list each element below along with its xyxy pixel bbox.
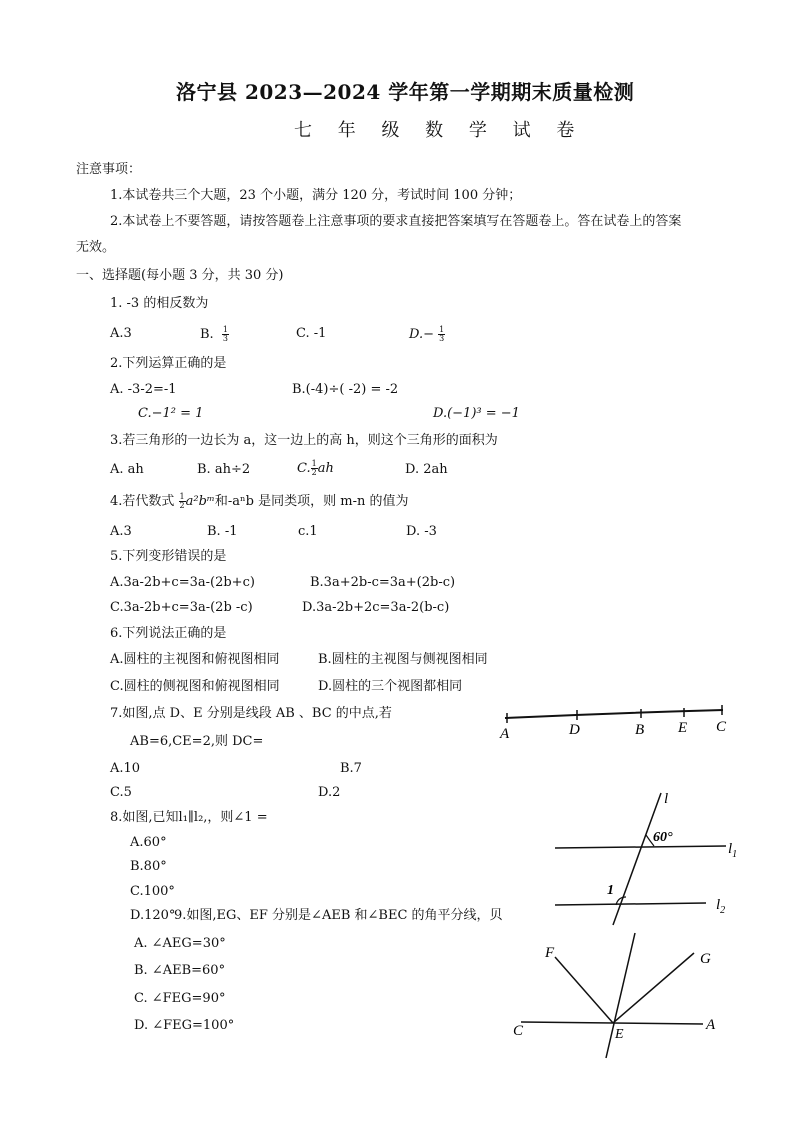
q5-option-c: C.3a-2b+c=3a-(2b -c) xyxy=(110,600,253,615)
ray-eg xyxy=(613,953,694,1023)
q5-option-d: D.3a-2b+2c=3a-2(b-c) xyxy=(302,600,450,615)
note-2-line1: 2.本试卷上不要答题，请按答题卷上注意事项的要求直接把答案填写在答题卷上。答在试卷上的答案 xyxy=(110,214,682,229)
label-c: C xyxy=(513,1023,524,1039)
q1-option-d-fraction xyxy=(438,326,445,343)
q3-option-c-label: C. xyxy=(297,461,311,476)
q8-option-a: A.60° xyxy=(130,835,167,850)
line-l1 xyxy=(555,846,726,848)
fraction-numerator: 1 xyxy=(439,325,445,334)
q5-stem: 5.下列变形错误的是 xyxy=(110,549,227,564)
fraction-denominator: 3 xyxy=(439,334,445,343)
q6-stem: 6.下列说法正确的是 xyxy=(110,626,227,641)
q4-stem-suffix: 和-aⁿb 是同类项，则 m-n 的值为 xyxy=(214,494,409,509)
q6-option-d: D.圆柱的三个视图都相同 xyxy=(318,679,463,694)
q8-option-d: D.120° xyxy=(130,908,176,923)
q7-stem-line1: 7.如图,点 D、E 分别是线段 AB 、BC 的中点,若 xyxy=(110,706,392,721)
q9-figure-angle-bisectors xyxy=(505,925,735,1065)
q1-option-a: A.3 xyxy=(110,326,132,341)
l1-subscript: 1 xyxy=(732,849,738,860)
q9-option-c: C. ∠FEG=90° xyxy=(134,991,226,1006)
q9-option-d: D. ∠FEG=100° xyxy=(134,1018,235,1033)
q7-option-a: A.10 xyxy=(110,761,141,776)
q1-option-c: C. -1 xyxy=(296,326,327,341)
paper-subtitle: 七 年 级 数 学 试 卷 xyxy=(294,120,585,141)
q6-option-b: B.圆柱的主视图与侧视图相同 xyxy=(318,652,488,667)
q5-option-b: B.3a+2b-c=3a+(2b-c) xyxy=(310,575,456,590)
q9-stem: 9.如图,EG、EF 分别是∠AEB 和∠BEC 的角平分线，贝 xyxy=(174,908,503,923)
q8-figure-parallel-lines xyxy=(550,785,745,930)
l2-subscript: 2 xyxy=(720,905,726,916)
label-l2 xyxy=(716,897,725,916)
note-2-line2: 无效。 xyxy=(76,240,116,255)
line-l2 xyxy=(555,903,706,905)
q1-option-b-fraction xyxy=(222,326,229,343)
l2-letter: l xyxy=(716,897,721,913)
q2-option-d: D.(−1)³ = −1 xyxy=(433,406,520,421)
q7-option-d: D.2 xyxy=(318,785,341,800)
q2-option-b: B.(-4)÷( -2) = -2 xyxy=(292,382,399,397)
q7-figure-segment xyxy=(495,700,735,745)
q4-option-d: D. -3 xyxy=(406,524,437,539)
q9-option-b: B. ∠AEB=60° xyxy=(134,963,226,978)
q4-stem-fraction xyxy=(179,493,186,510)
label-e: E xyxy=(615,1027,624,1042)
q1-option-b-label: B. xyxy=(200,327,214,342)
q1-option-d-label: D.− xyxy=(409,327,434,342)
label-a: A xyxy=(500,726,510,742)
q8-stem: 8.如图,已知l₁∥l₂,，则∠1 = xyxy=(110,810,268,825)
label-d: D xyxy=(569,722,580,738)
q7-option-c: C.5 xyxy=(110,785,132,800)
q2-option-a: A. -3-2=-1 xyxy=(110,382,177,397)
fraction-denominator: 2 xyxy=(179,501,185,510)
q3-option-c xyxy=(297,460,334,477)
q3-option-a: A. ah xyxy=(110,462,144,477)
label-l1 xyxy=(728,841,737,860)
q3-option-d: D. 2ah xyxy=(405,462,448,477)
section-heading: 一、选择题(每小题 3 分，共 30 分) xyxy=(76,268,284,283)
label-e: E xyxy=(678,720,688,736)
transversal-l xyxy=(613,793,661,925)
label-b: B xyxy=(635,722,645,738)
q2-option-c: C.−1² = 1 xyxy=(138,406,204,421)
label-a: A xyxy=(706,1017,716,1033)
l1-letter: l xyxy=(728,841,733,857)
ray-ef xyxy=(555,957,613,1023)
q4-stem xyxy=(110,493,409,510)
page-title: 洛宁县 2023—2024 学年第一学期期末质量检测 xyxy=(176,80,635,104)
q9-option-a: A. ∠AEG=30° xyxy=(134,936,226,951)
label-angle-1: 1 xyxy=(607,883,614,898)
q4-option-c: c.1 xyxy=(298,524,318,539)
segment-ac xyxy=(505,710,723,718)
q5-option-a: A.3a-2b+c=3a-(2b+c) xyxy=(110,575,255,590)
q2-stem: 2.下列运算正确的是 xyxy=(110,356,227,371)
q3-option-b: B. ah÷2 xyxy=(197,462,251,477)
fraction-numerator: 1 xyxy=(311,459,317,468)
q4-stem-prefix: 4.若代数式 xyxy=(110,494,175,509)
q6-option-a: A.圆柱的主视图和俯视图相同 xyxy=(110,652,280,667)
q8-option-b: B.80° xyxy=(130,859,167,874)
label-g: G xyxy=(700,951,711,967)
q1-option-d xyxy=(409,326,445,343)
note-1: 1.本试卷共三个大题，23 个小题，满分 120 分，考试时间 100 分钟； xyxy=(110,188,522,203)
notes-heading: 注意事项： xyxy=(76,162,142,177)
q7-option-b: B.7 xyxy=(340,761,362,776)
fraction-denominator: 3 xyxy=(222,334,228,343)
q4-option-b: B. -1 xyxy=(207,524,238,539)
q1-option-b xyxy=(200,326,229,343)
q3-option-c-expr: ah xyxy=(317,461,334,476)
q1-stem: 1. -3 的相反数为 xyxy=(110,296,209,311)
q4-option-a: A.3 xyxy=(110,524,132,539)
q6-option-c: C.圆柱的侧视图和俯视图相同 xyxy=(110,679,280,694)
label-l: l xyxy=(664,791,669,807)
label-f: F xyxy=(545,945,555,961)
fraction-numerator: 1 xyxy=(222,325,228,334)
q7-stem-line2: AB=6,CE=2,则 DC= xyxy=(130,734,264,749)
q8-option-c: C.100° xyxy=(130,884,175,899)
label-c: C xyxy=(716,719,727,735)
q3-option-c-fraction xyxy=(311,460,318,477)
fraction-numerator: 1 xyxy=(179,492,185,501)
q4-stem-expression: a²bᵐ xyxy=(185,494,215,509)
q3-stem: 3.若三角形的一边长为 a，这一边上的高 h，则这个三角形的面积为 xyxy=(110,433,498,448)
label-angle-60: 60° xyxy=(653,830,673,845)
fraction-denominator: 2 xyxy=(311,468,317,477)
